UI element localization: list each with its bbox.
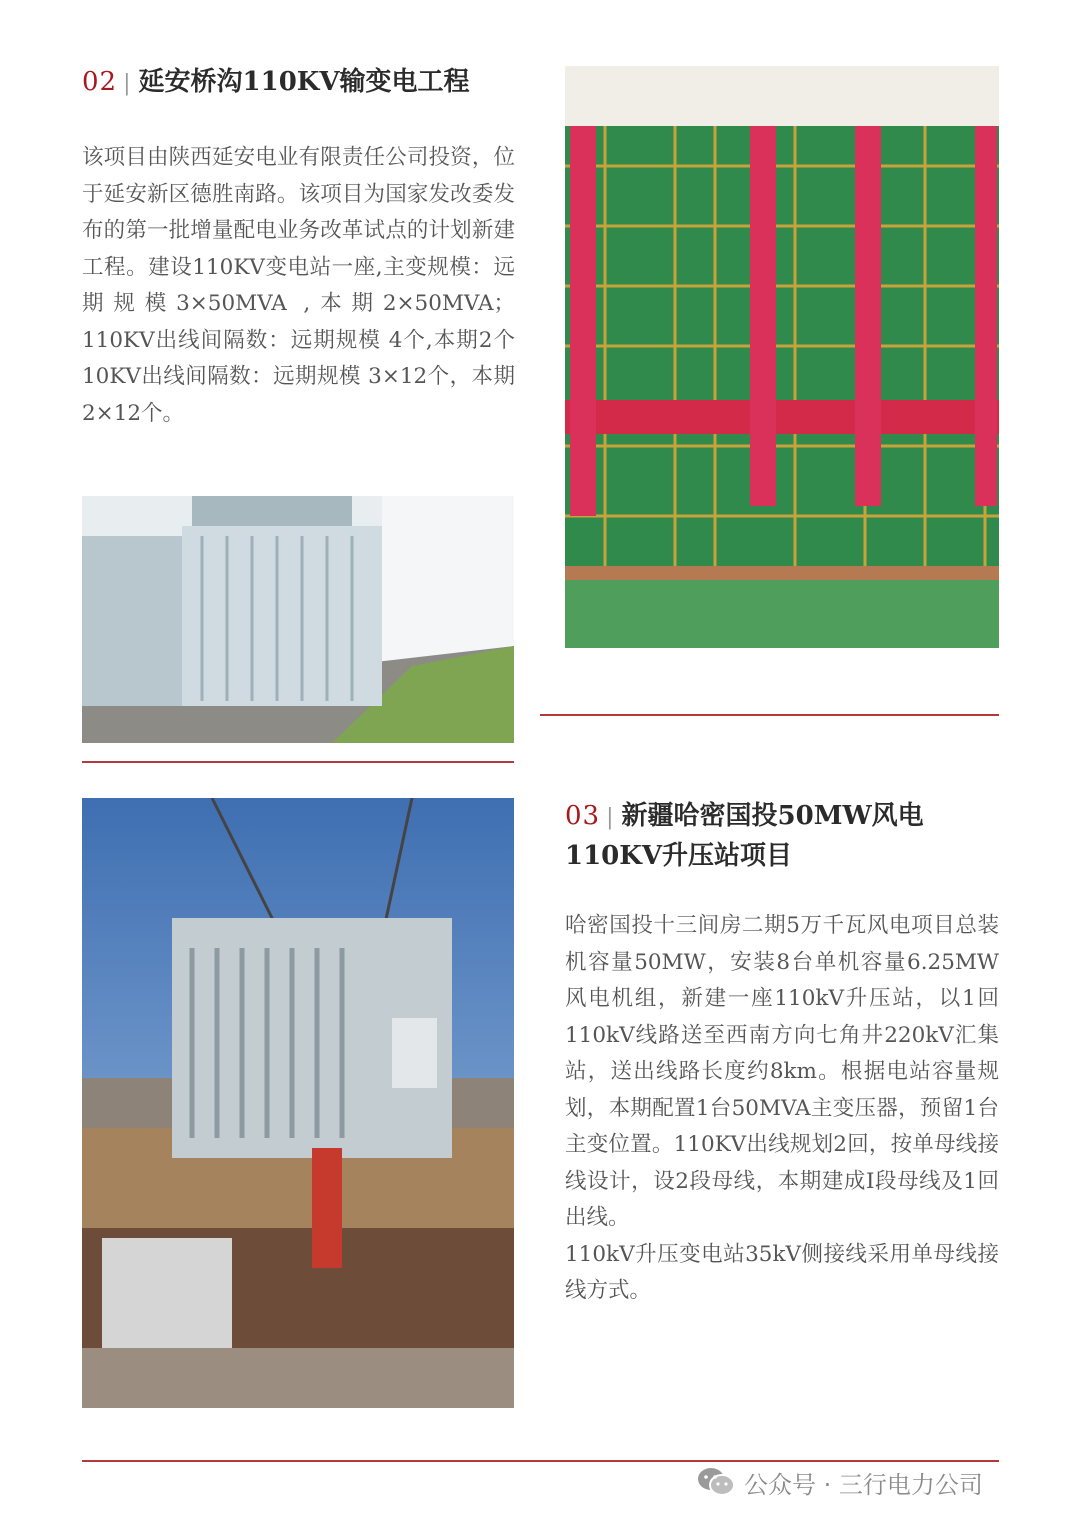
section-03-paragraph-2: 110kV升压变电站35kV侧接线采用单母线接线方式。 (565, 1241, 999, 1303)
section-03-separator: | (606, 805, 614, 830)
section-03-heading (565, 796, 924, 838)
section-03-paragraph-1: 哈密国投十三间房二期5万千瓦风电项目总装机容量50MW，安装8台单机容量6.25MW风电机组，新建一座110kV升压站，以1回110kV线路送至西南方向七角井220kV汇集站，送出线路长度约8km。根据电站容量规划，本期配置1台50MVA主变压器，预留1台主变位置。110KV出线规划2回，按单母线接线设计，设2段母线，本期建成Ⅰ段母线及1回出线。 (565, 913, 999, 1230)
section-02-title: 延安桥沟110KV输变电工程 (138, 67, 470, 97)
divider-left (82, 761, 514, 763)
divider-right-upper (540, 714, 999, 716)
section-02-heading (82, 62, 470, 104)
section-02-separator: | (123, 71, 131, 96)
transformer-indoor-image (82, 496, 514, 743)
section-02-body (82, 140, 515, 432)
section-03-heading-line2 (565, 836, 792, 876)
transformer-indoor-photo (82, 496, 514, 743)
construction-site-photo (565, 66, 999, 648)
section-03-title-line2: 110KV升压站项目 (565, 841, 793, 871)
wechat-icon (696, 1466, 736, 1498)
wechat-watermark (696, 1462, 983, 1502)
transformer-hoisting-image (82, 798, 514, 1408)
section-03-title-line1: 新疆哈密国投50MW风电 (621, 801, 924, 831)
watermark-text: 公众号 · 三行电力公司 (744, 1470, 983, 1499)
section-02-number: 02 (82, 67, 118, 97)
section-02-paragraph: 该项目由陕西延安电业有限责任公司投资，位于延安新区德胜南路。该项目为国家发改委发布的第一批增量配电业务改革试点的计划新建工程。建设110KV变电站一座,主变规模：远期规模3×50MVA ,本期2×50MVA；110KV出线间隔数：远期规模 4个,本期2个10KV出线间隔数：远期规模 3×12个，本期2×12个。 (82, 145, 515, 426)
transformer-hoisting-photo (82, 798, 514, 1408)
construction-site-image (565, 66, 999, 648)
section-03-number: 03 (565, 801, 601, 831)
section-03-body (565, 908, 999, 1310)
